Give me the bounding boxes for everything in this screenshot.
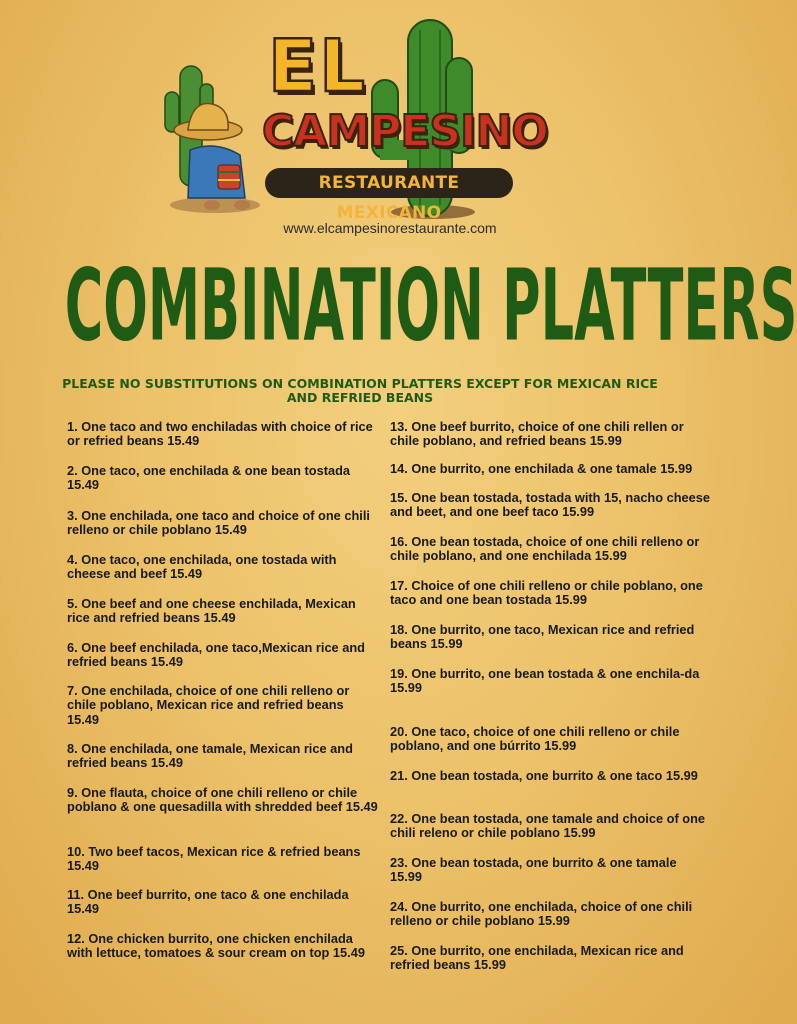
menu-item-10: 10. Two beef tacos, Mexican rice & refried beans 15.49	[67, 844, 361, 874]
menu-item-9: 9. One flauta, choice of one chili relleno or chile poblano & one quesadilla with shredded beef 15.49	[67, 785, 378, 815]
logo-campesino: CAMPESINO	[262, 106, 548, 157]
menu-item-7: 7. One enchilada, choice of one chili relleno or chile poblano, Mexican rice and refried beans 15.49	[67, 683, 350, 727]
menu-item-21: 21. One bean tostada, one burrito & one taco 15.99	[390, 768, 698, 783]
menu-item-3: 3. One enchilada, one taco and choice of one chili relleno or chile poblano 15.49	[67, 508, 370, 538]
menu-item-22: 22. One bean tostada, one tamale and choice of one chili releno or chile poblano 15.99	[390, 811, 706, 841]
menu-item-16: 16. One bean tostada, choice of one chili relleno or chile poblano, and one enchilada 15.99	[390, 534, 700, 564]
menu-item-6: 6. One beef enchilada, one taco,Mexican rice and refried beans 15.49	[67, 640, 365, 670]
logo-subtitle-banner: RESTAURANTE MEXICANO	[265, 168, 513, 198]
menu-item-25: 25. One burrito, one enchilada, Mexican rice and refried beans 15.99	[390, 943, 684, 973]
menu-item-2: 2. One taco, one enchilada & one bean tostada 15.49	[67, 463, 351, 493]
menu-item-1: 1. One taco and two enchiladas with choice of rice or refried beans 15.49	[67, 419, 373, 449]
menu-item-15: 15. One bean tostada, tostada with 15, nacho cheese and beet, and one beef taco 15.99	[390, 490, 711, 520]
menu-item-23: 23. One bean tostada, one burrito & one tamale 15.99	[390, 855, 677, 885]
menu-item-24: 24. One burrito, one enchilada, choice of one chili relleno or chile poblano 15.99	[390, 899, 693, 929]
menu-item-13: 13. One beef burrito, choice of one chili rellen or chile poblano, and refried beans 15.99	[390, 419, 684, 449]
menu-item-12: 12. One chicken burrito, one chicken enchilada with lettuce, tomatoes & sour cream on top 15.49	[67, 931, 365, 961]
restaurant-logo	[0, 0, 719, 245]
menu-item-18: 18. One burrito, one taco, Mexican rice and refried beans 15.99	[390, 622, 695, 652]
menu-item-8: 8. One enchilada, one tamale, Mexican rice and refried beans 15.49	[67, 741, 353, 771]
page-title: COMBINATION PLATTERS	[64, 249, 797, 365]
menu-item-20: 20. One taco, choice of one chili relleno or chile poblano, and one búrrito 15.99	[390, 724, 680, 754]
menu-item-17: 17. Choice of one chili relleno or chile poblano, one taco and one bean tostada 15.99	[390, 578, 703, 608]
menu-item-14: 14. One burrito, one enchilada & one tamale 15.99	[390, 461, 693, 476]
menu-item-19: 19. One burrito, one bean tostada & one enchila-da 15.99	[390, 666, 700, 696]
menu-item-11: 11. One beef burrito, one taco & one enchilada 15.49	[67, 887, 349, 917]
logo-el: EL	[268, 24, 368, 108]
menu-item-5: 5. One beef and one cheese enchilada, Mexican rice and refried beans 15.49	[67, 596, 356, 626]
website-url[interactable]: www.elcampesinorestaurante.com	[283, 220, 497, 236]
substitution-notice: PLEASE NO SUBSTITUTIONS ON COMBINATION PLATTERS EXCEPT FOR MEXICAN RICE AND REFRIED BEANS	[62, 376, 658, 405]
menu-item-4: 4. One taco, one enchilada, one tostada with cheese and beef 15.49	[67, 552, 337, 582]
